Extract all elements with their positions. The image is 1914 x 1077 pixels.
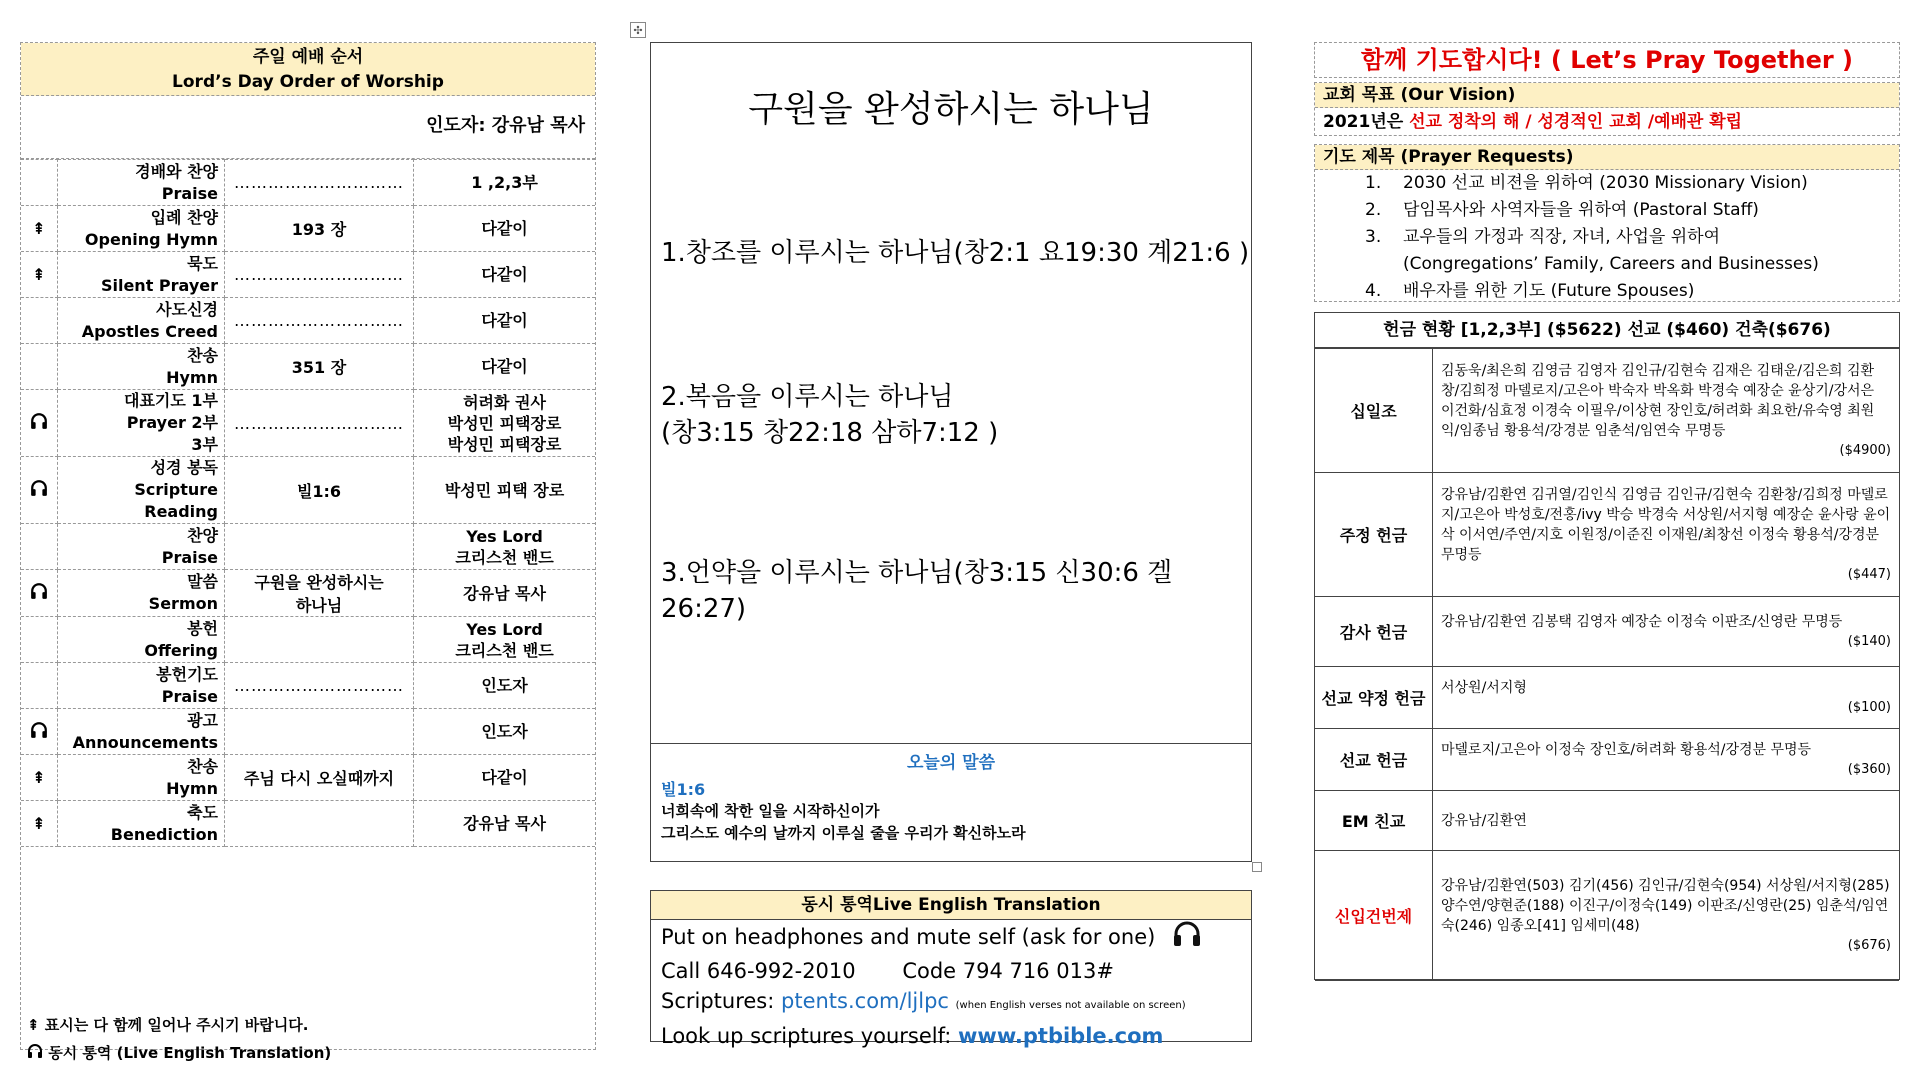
order-row-icon-cell [21, 801, 58, 847]
offering-names: 강유남/김환연(503) 김기(456) 김인규/김현숙(954) 서상원/서지형(285) 양수연/양현준(188) 이진구/이정숙(149) 이판조/신영란(25) 임춘석/임연숙(246) 임종오[41] 임세미(48) [1441, 877, 1890, 934]
order-detail-text: 193 장 [291, 220, 347, 239]
order-row [21, 801, 595, 847]
order-leader-text: 다같이 [481, 357, 528, 376]
order-item-english: Hymn [166, 367, 218, 387]
resize-handle[interactable] [1252, 862, 1262, 872]
scriptures-note: (when English verses not available on screen) [955, 1000, 1186, 1011]
scriptures-label: Scriptures: [661, 989, 782, 1013]
order-item-korean: 경배와 찬양 [135, 161, 218, 181]
live-translation-panel [650, 890, 1252, 1048]
offering-category: EM 친교 [1315, 791, 1433, 851]
order-of-worship-panel [20, 42, 596, 1062]
order-table [21, 159, 595, 847]
offering-amount: ($360) [1847, 761, 1891, 777]
order-item-name [58, 252, 225, 298]
order-leader-text: 크리스천 밴드 [455, 640, 554, 660]
call-code: Code 794 716 013# [902, 959, 1114, 983]
order-item-english: Praise [161, 183, 218, 203]
offering-category: 선교 헌금 [1315, 729, 1433, 791]
order-item-korean: 광고 [187, 710, 218, 730]
sermon-point-2 [661, 379, 998, 451]
order-row [21, 252, 595, 298]
lookup-line [651, 1021, 1251, 1051]
order-item-leader [414, 344, 596, 390]
todays-word-box [651, 743, 1251, 864]
order-item-detail [225, 390, 414, 457]
order-leader-text: 인도자 [481, 676, 528, 695]
order-item-korean: 찬송 [187, 756, 218, 776]
order-item-korean: 입례 찬양 [150, 207, 218, 227]
order-item-english: Benediction [110, 824, 218, 844]
order-detail-text: ………………………… [234, 173, 404, 192]
order-item-detail [225, 570, 414, 617]
order-row-icon-cell [21, 457, 58, 524]
order-leader-text: 박성민 피택장로 [447, 413, 562, 433]
prayer-request-item [1315, 251, 1899, 278]
headphones-instruction-text: Put on headphones and mute self (ask for one) [661, 925, 1156, 949]
todays-word-verse-line-1: 너희속에 착한 일을 시작하신이가 [661, 802, 880, 820]
offering-amount: ($4900) [1839, 442, 1891, 458]
order-item-korean: 축도 [187, 802, 218, 822]
headphones-icon [30, 585, 48, 604]
sermon-point-2-title: 2.복음을 이루시는 하나님 [661, 382, 954, 412]
order-of-worship-header [21, 43, 595, 96]
sermon-point-1: 1.창조를 이루시는 하나님(창2:1 요19:30 계21:6 ) [661, 238, 1250, 268]
offering-names: 강유남/김환연 김귀열/김인식 김영금 김인규/김현숙 김환창/김희정 마델로지/고은아 박성호/전홍/ivy 박승 박경숙 서상원/서지형 예장순 윤사랑 윤이삭 이서연/주연/지호 이원정/이준진 이재원/최창선 이정숙 황용석/강경분 무명등 [1441, 486, 1891, 563]
call-info [651, 956, 1251, 986]
order-item-name [58, 457, 225, 524]
offering-status-panel [1314, 312, 1900, 980]
offering-category: 감사 헌금 [1315, 597, 1433, 667]
order-item-english: Prayer 2부 [126, 413, 218, 432]
order-detail-text: ………………………… [234, 413, 404, 433]
offering-amount: ($676) [1847, 937, 1891, 953]
order-item-leader [414, 617, 596, 663]
order-item-korean: 대표기도 1부 [124, 391, 218, 410]
order-item-korean: 묵도 [187, 253, 218, 273]
order-row-icon-cell [21, 344, 58, 390]
order-row-icon-cell [21, 390, 58, 457]
order-item-detail [225, 755, 414, 801]
offering-row [1315, 349, 1899, 473]
order-item-name [58, 160, 225, 206]
order-item-leader [414, 801, 596, 847]
order-item-detail [225, 663, 414, 709]
order-leader-text: 다같이 [481, 311, 528, 330]
prayer-request-item [1315, 170, 1899, 197]
order-row [21, 755, 595, 801]
prayer-requests-list [1315, 170, 1899, 305]
order-item-korean: 성경 봉독 [150, 458, 218, 477]
order-item-korean: 봉헌기도 [156, 664, 218, 684]
order-item-detail [225, 709, 414, 755]
order-item-english: Opening Hymn [84, 229, 218, 249]
vision-year: 2021년은 [1323, 112, 1410, 132]
order-leader-text: Yes Lord [466, 526, 543, 546]
order-row [21, 298, 595, 344]
order-item-leader [414, 709, 596, 755]
order-leader-text: 허려화 권사 [463, 392, 546, 412]
offering-names: 김동욱/최은희 김영금 김영자 김인규/김현숙 김재은 김태운/김은희 김환창/김희정 마델로지/고은아 박숙자 박옥화 박경숙 예장순 윤상기/강서은 이건화/심효정 이경숙 이필우/이상현 장인호/허려화 최요한/유숙영 최원익/임종님 황용석/강경분 임춘석/임연숙 무명등 [1441, 362, 1875, 439]
prayer-request-text: 교우들의 가정과 직장, 자녀, 사업을 위하여 [1403, 227, 1721, 247]
order-item-english: Announcements [72, 732, 218, 752]
worship-leader: 인도자: 강유남 목사 [21, 95, 595, 159]
order-item-detail [225, 252, 414, 298]
order-row-icon-cell [21, 709, 58, 755]
order-row-icon-cell [21, 160, 58, 206]
order-row [21, 457, 595, 524]
order-leader-text: 1 ,2,3부 [471, 173, 538, 192]
order-row-icon-cell [21, 206, 58, 252]
scriptures-link[interactable]: ptents.com/ljlpc [781, 989, 949, 1013]
church-vision-box [1314, 82, 1900, 136]
prayer-request-text: 배우자를 위한 기도 (Future Spouses) [1403, 281, 1695, 301]
order-item-korean: 찬송 [187, 345, 218, 365]
offering-names-cell [1433, 597, 1900, 667]
order-item-leader [414, 252, 596, 298]
move-handle-icon[interactable]: ✣ [630, 22, 646, 38]
order-row-icon-cell [21, 755, 58, 801]
offering-status-header: 헌금 현황 [1,2,3부] ($5622) 선교 ($460) 건축($676) [1315, 313, 1899, 348]
order-item-extra: 3부 [191, 435, 218, 454]
order-item-leader [414, 390, 596, 457]
prayer-request-text: (Congregations’ Family, Careers and Businesses) [1403, 254, 1819, 274]
order-row-icon-cell [21, 298, 58, 344]
order-item-name [58, 344, 225, 390]
lookup-label: Look up scriptures yourself: [661, 1024, 959, 1048]
sermon-point-2-refs: (창3:15 창22:18 삼하7:12 ) [661, 418, 999, 448]
offering-row [1315, 667, 1899, 729]
order-detail-text: 구원을 완성하시는 [254, 573, 384, 592]
order-item-detail [225, 801, 414, 847]
order-row [21, 709, 595, 755]
headphones-icon [30, 482, 48, 501]
order-item-detail [225, 160, 414, 206]
offering-names: 강유남/김환연 [1441, 812, 1527, 829]
order-item-name [58, 298, 225, 344]
order-item-korean: 찬양 [187, 525, 218, 545]
order-footer [21, 1011, 595, 1062]
order-row-icon-cell [21, 617, 58, 663]
order-item-leader [414, 570, 596, 617]
order-detail-text: 351 장 [291, 358, 347, 377]
sermon-point-3: 3.언약을 이루시는 하나님(창3:15 신30:6 겔26:27) [661, 558, 1173, 624]
order-item-name [58, 663, 225, 709]
vision-text: 선교 정착의 해 / 성경적인 교회 /예배관 확립 [1409, 112, 1743, 132]
live-translation-label: 동시 통역 (Live English Translation) [48, 1044, 332, 1062]
offering-amount: ($140) [1847, 633, 1891, 649]
offering-names-cell [1433, 473, 1900, 597]
prayer-request-item [1315, 224, 1899, 251]
headphones-icon [30, 415, 48, 434]
todays-word-reference: 빌1:6 [661, 780, 706, 799]
order-item-leader [414, 298, 596, 344]
order-detail-text: ………………………… [234, 265, 404, 284]
order-leader-text: 박성민 피택 장로 [444, 480, 565, 500]
offering-amount: ($447) [1847, 566, 1891, 582]
order-header-english: Lord’s Day Order of Worship [172, 72, 444, 92]
order-item-leader [414, 457, 596, 524]
order-leader-text: 다같이 [481, 219, 528, 238]
order-row [21, 663, 595, 709]
prayer-request-number: 3. [1365, 227, 1382, 247]
headphones-icon [1172, 920, 1202, 956]
stand-up-icon: ⇞ [32, 768, 46, 787]
order-row [21, 206, 595, 252]
order-row-icon-cell [21, 663, 58, 709]
offering-category: 선교 약정 헌금 [1315, 667, 1433, 729]
order-row [21, 390, 595, 457]
offering-names: 마델로지/고은아 이정숙 장인호/허려화 황용석/강경분 무명등 [1441, 741, 1812, 758]
offering-names-cell [1433, 851, 1900, 981]
order-item-english: Offering [144, 640, 218, 660]
order-item-detail [225, 206, 414, 252]
vision-header: 교회 목표 (Our Vision) [1315, 83, 1899, 108]
prayer-request-number: 1. [1365, 173, 1382, 193]
scriptures-link-line [651, 986, 1251, 1021]
offering-category: 주정 헌금 [1315, 473, 1433, 597]
order-detail-text: ………………………… [234, 676, 404, 695]
pray-together-header: 함께 기도합시다! ( Let’s Pray Together ) [1314, 42, 1900, 78]
order-detail-text: ………………………… [234, 311, 404, 330]
call-number: Call 646-992-2010 [661, 959, 856, 983]
order-item-korean: 사도신경 [156, 299, 218, 319]
live-translation-note [21, 1039, 595, 1068]
order-item-english: Silent Prayer [100, 275, 218, 295]
sermon-title: 구원을 완성하시는 하나님 [748, 89, 1154, 130]
order-row [21, 344, 595, 390]
order-row [21, 160, 595, 206]
order-row [21, 570, 595, 617]
order-item-english: Scripture Reading [134, 480, 218, 521]
order-item-detail [225, 344, 414, 390]
prayer-requests-header: 기도 제목 (Prayer Requests) [1315, 145, 1899, 170]
sermon-panel [650, 42, 1252, 862]
headphones-instruction [651, 920, 1251, 956]
prayer-request-item [1315, 278, 1899, 305]
order-item-detail [225, 457, 414, 524]
order-item-english: Apostles Creed [81, 321, 218, 341]
order-item-detail [225, 617, 414, 663]
order-detail-text: 빌1:6 [296, 481, 342, 501]
order-item-leader [414, 755, 596, 801]
order-item-english: Praise [161, 547, 218, 567]
offering-amount: ($100) [1847, 699, 1891, 715]
order-leader-text: Yes Lord [466, 619, 543, 639]
prayer-request-text: 2030 선교 비젼을 위하여 (2030 Missionary Vision) [1403, 173, 1808, 193]
offering-category: 신입건번제 [1315, 851, 1433, 981]
order-item-name [58, 617, 225, 663]
offering-row [1315, 729, 1899, 791]
offering-names: 강유남/김환연 김봉택 김영자 예장순 이정숙 이판조/신영란 무명등 [1441, 613, 1843, 630]
todays-word-verse-line-2: 그리스도 예수의 날까지 이루실 줄을 우리가 확신하노라 [661, 824, 1026, 842]
prayer-request-number: 2. [1365, 200, 1382, 220]
order-detail-text: 주님 다시 오실때까지 [243, 769, 395, 788]
order-item-name [58, 206, 225, 252]
order-item-name [58, 390, 225, 457]
stand-up-icon: ⇞ [32, 265, 46, 284]
order-leader-text: 강유남 목사 [463, 814, 546, 833]
order-detail-text: 하나님 [295, 596, 343, 615]
order-leader-text: 다같이 [481, 265, 528, 284]
vision-line [1315, 108, 1899, 136]
order-row [21, 617, 595, 663]
order-leader-text: 박성민 피택장로 [447, 434, 562, 454]
order-item-name [58, 801, 225, 847]
stand-up-icon: ⇞ [32, 219, 46, 238]
offering-row [1315, 851, 1899, 981]
order-item-leader [414, 663, 596, 709]
order-row-icon-cell [21, 524, 58, 570]
order-item-english: Hymn [166, 778, 218, 798]
prayer-request-text: 담임목사와 사역자들을 위하여 (Pastoral Staff) [1403, 200, 1759, 220]
order-item-name [58, 570, 225, 617]
prayer-request-number: 4. [1365, 281, 1382, 301]
headphones-icon [27, 1040, 43, 1068]
live-translation-header: 동시 통역Live English Translation [651, 891, 1251, 920]
order-leader-text: 크리스천 밴드 [455, 547, 554, 567]
stand-up-icon: ⇞ [32, 814, 46, 833]
order-item-name [58, 709, 225, 755]
offering-names-cell [1433, 667, 1900, 729]
order-item-detail [225, 524, 414, 570]
stand-note: ⇞ 표시는 다 함께 일어나 주시기 바랍니다. [27, 1016, 309, 1034]
prayer-requests-box [1314, 144, 1900, 302]
order-row-icon-cell [21, 570, 58, 617]
ptbible-link[interactable]: www.ptbible.com [958, 1024, 1164, 1048]
offering-row [1315, 597, 1899, 667]
offering-names: 서상원/서지형 [1441, 679, 1527, 696]
order-row-icon-cell [21, 252, 58, 298]
prayer-request-item [1315, 197, 1899, 224]
order-item-english: Praise [161, 686, 218, 706]
todays-word-header: 오늘의 말씀 [906, 753, 996, 773]
order-item-name [58, 755, 225, 801]
offering-names-cell [1433, 729, 1900, 791]
offering-row [1315, 791, 1899, 851]
offering-category: 십일조 [1315, 349, 1433, 473]
order-header-korean: 주일 예배 순서 [252, 47, 364, 67]
order-item-leader [414, 524, 596, 570]
order-item-english: Sermon [148, 594, 218, 613]
order-item-detail [225, 298, 414, 344]
order-item-leader [414, 206, 596, 252]
offering-names-cell [1433, 791, 1900, 851]
order-leader-text: 인도자 [481, 722, 528, 741]
order-item-korean: 말씀 [187, 572, 218, 591]
offering-row [1315, 473, 1899, 597]
order-leader-text: 다같이 [481, 768, 528, 787]
order-leader-text: 강유남 목사 [463, 583, 546, 603]
headphones-icon [30, 724, 48, 743]
order-item-korean: 봉헌 [187, 618, 218, 638]
offering-table [1315, 348, 1899, 981]
order-row [21, 524, 595, 570]
order-item-name [58, 524, 225, 570]
order-item-leader [414, 160, 596, 206]
offering-names-cell [1433, 349, 1900, 473]
